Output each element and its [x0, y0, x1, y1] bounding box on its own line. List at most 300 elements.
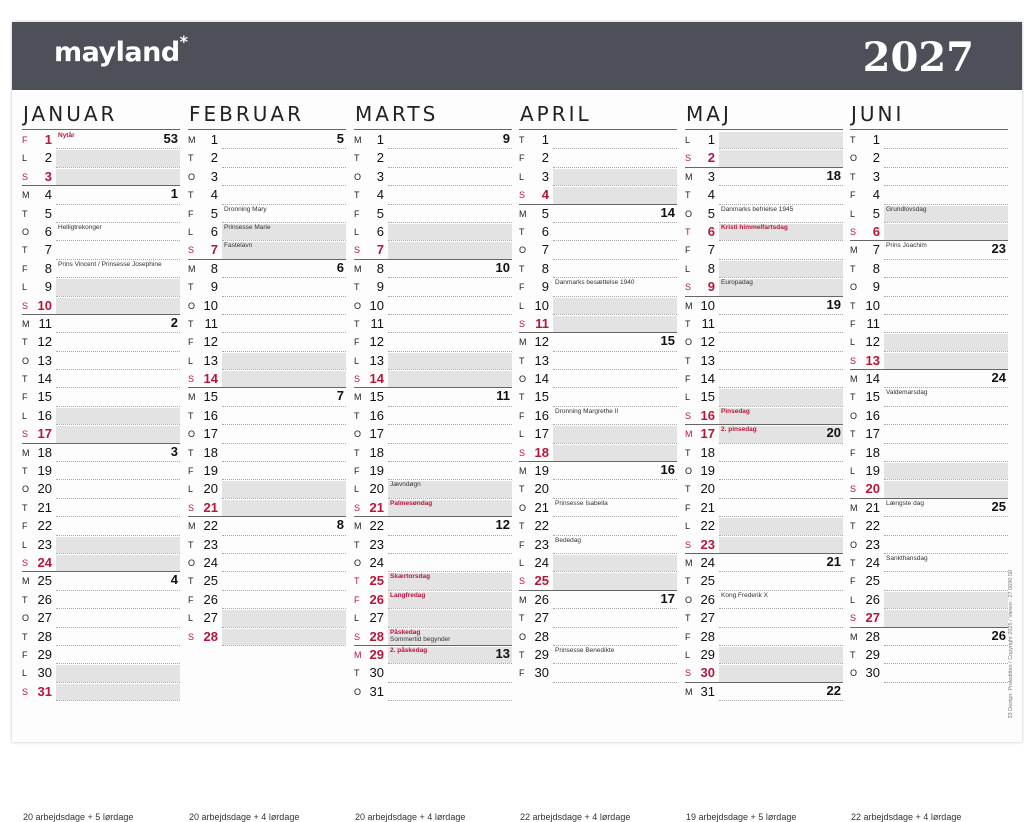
weekday-letter: M: [22, 318, 30, 329]
month-rule: [354, 129, 512, 130]
day-number: 28: [534, 628, 549, 644]
month-rule: [519, 129, 677, 130]
day-number: 20: [203, 481, 218, 497]
day-row: [354, 499, 512, 517]
day-number: 20: [37, 481, 52, 497]
day-number: 27: [865, 610, 880, 626]
week-number: 7: [336, 388, 344, 404]
day-number: 4: [210, 187, 218, 203]
weekday-letter: T: [354, 668, 360, 679]
day-number: 19: [369, 463, 384, 479]
weekend-band: [884, 592, 1008, 608]
day-row: [188, 205, 346, 223]
day-row: [188, 480, 346, 498]
weekend-band: [56, 298, 180, 314]
day-number: 22: [534, 518, 549, 534]
day-list: [354, 131, 512, 701]
day-note: Prinsesse Marie: [224, 223, 271, 231]
day-row: [188, 517, 346, 535]
day-separator: [56, 700, 180, 701]
day-number: 29: [700, 646, 715, 662]
week-number: 5: [336, 131, 344, 146]
day-separator: [222, 645, 346, 646]
day-number: 12: [369, 334, 384, 350]
day-row: [685, 536, 843, 554]
weekday-letter: T: [685, 613, 691, 624]
day-row: [850, 260, 1008, 278]
day-number: 2: [210, 150, 218, 166]
day-row: [188, 315, 346, 333]
day-number: 2: [541, 150, 549, 166]
day-row: [519, 278, 677, 296]
weekday-letter: T: [685, 355, 691, 366]
week-number: 10: [495, 259, 510, 275]
day-row: [519, 352, 677, 370]
day-row: [354, 223, 512, 241]
day-number: 29: [369, 646, 384, 662]
day-number: 16: [534, 407, 549, 423]
day-note: Jævndøgn: [390, 481, 421, 489]
weekday-letter: F: [850, 318, 856, 329]
day-row: [22, 536, 180, 554]
weekday-letter: O: [685, 208, 693, 219]
weekday-letter: F: [519, 282, 525, 293]
day-row: [519, 260, 677, 278]
weekday-letter: O: [850, 282, 858, 293]
day-number: 19: [203, 463, 218, 479]
day-row: [850, 241, 1008, 259]
day-note: Nytår: [58, 132, 75, 139]
weekday-letter: T: [850, 649, 856, 660]
day-row: [850, 131, 1008, 149]
weekday-letter: T: [188, 190, 194, 201]
day-number: 23: [534, 536, 549, 552]
weekday-letter: T: [685, 226, 691, 237]
day-number: 3: [872, 168, 880, 184]
day-row: [685, 628, 843, 646]
day-row: [354, 149, 512, 167]
week-number: 17: [660, 590, 675, 606]
day-number: 5: [210, 205, 218, 221]
day-number: 17: [369, 426, 384, 442]
day-separator: [719, 700, 843, 701]
day-number: 3: [541, 168, 549, 184]
weekday-letter: T: [22, 631, 28, 642]
weekday-letter: T: [850, 429, 856, 440]
day-row: [519, 241, 677, 259]
day-number: 24: [203, 554, 218, 570]
weekend-band: [388, 353, 512, 369]
day-number: 25: [203, 573, 218, 589]
day-number: 15: [700, 389, 715, 405]
day-row: [188, 444, 346, 462]
weekday-letter: F: [519, 539, 525, 550]
weekday-letter: T: [354, 153, 360, 164]
weekend-band: [56, 279, 180, 295]
weekday-letter: M: [188, 263, 196, 274]
day-row: [354, 168, 512, 186]
weekday-letter: L: [188, 355, 194, 366]
day-number: 22: [865, 518, 880, 534]
day-row: [188, 223, 346, 241]
weekday-letter: O: [22, 355, 30, 366]
weekday-letter: O: [685, 466, 693, 477]
weekday-letter: T: [354, 318, 360, 329]
day-number: 23: [203, 536, 218, 552]
weekday-letter: F: [188, 208, 194, 219]
day-row: [850, 517, 1008, 535]
day-row: [354, 186, 512, 204]
day-row: [354, 646, 512, 664]
day-number: 12: [203, 334, 218, 350]
weekday-letter: T: [519, 484, 525, 495]
day-note: Danmarks befrielse 1945: [721, 205, 794, 213]
month-footer: 22 arbejdsdage + 4 lørdage: [520, 812, 631, 822]
weekday-letter: L: [354, 355, 360, 366]
weekday-letter: L: [685, 649, 691, 660]
day-row: [685, 186, 843, 204]
weekday-letter: T: [519, 521, 525, 532]
day-row: [188, 131, 346, 149]
day-row: [354, 425, 512, 443]
weekday-letter: F: [354, 337, 360, 348]
day-number: 19: [700, 463, 715, 479]
day-row: [22, 149, 180, 167]
day-row: [850, 536, 1008, 554]
weekday-letter: O: [22, 226, 30, 237]
day-number: 23: [369, 536, 384, 552]
day-number: 16: [865, 407, 880, 423]
day-number: 20: [865, 481, 880, 497]
week-number: 15: [660, 333, 675, 349]
weekday-letter: F: [22, 392, 28, 403]
weekday-letter: O: [519, 245, 527, 256]
day-number: 9: [44, 279, 52, 295]
day-number: 7: [44, 242, 52, 258]
weekday-letter: M: [354, 392, 362, 403]
week-number: 26: [991, 627, 1006, 643]
day-row: [850, 628, 1008, 646]
day-row: [354, 407, 512, 425]
weekday-letter: O: [519, 631, 527, 642]
weekday-letter: F: [685, 245, 691, 256]
month-rule: [850, 129, 1008, 130]
weekend-band: [56, 537, 180, 553]
day-row: [519, 517, 677, 535]
month-footer: 20 arbejdsdage + 4 lørdage: [355, 812, 466, 822]
weekday-letter: L: [685, 392, 691, 403]
day-row: [519, 499, 677, 517]
day-row: [850, 149, 1008, 167]
day-row: [22, 572, 180, 590]
day-note: Fastelavn: [224, 242, 253, 250]
day-row: [354, 683, 512, 701]
weekday-letter: M: [685, 171, 693, 182]
weekday-letter: L: [519, 557, 525, 568]
day-number: 28: [700, 628, 715, 644]
weekday-letter: F: [354, 594, 360, 605]
day-number: 6: [872, 223, 880, 239]
weekday-letter: L: [850, 337, 856, 348]
weekend-band: [222, 481, 346, 497]
day-note: Kong Frederik X: [721, 591, 768, 599]
day-number: 10: [865, 297, 880, 313]
day-number: 29: [865, 646, 880, 662]
day-number: 8: [376, 260, 384, 276]
weekend-band: [56, 684, 180, 700]
weekday-letter: T: [354, 576, 360, 587]
day-row: [22, 131, 180, 149]
day-list: [22, 131, 180, 701]
weekday-letter: T: [519, 135, 525, 145]
month-name: MAJ: [686, 102, 732, 126]
week-number: 18: [826, 167, 841, 183]
day-number: 15: [369, 389, 384, 405]
weekday-letter: T: [685, 484, 691, 495]
day-row: [685, 480, 843, 498]
weekend-band: [56, 150, 180, 166]
day-row: [188, 536, 346, 554]
day-row: [519, 609, 677, 627]
weekday-letter: F: [188, 466, 194, 477]
day-number: 12: [37, 334, 52, 350]
weekend-band: [884, 463, 1008, 479]
day-list: [519, 131, 677, 683]
week-number: 12: [495, 517, 510, 533]
day-row: [22, 591, 180, 609]
weekday-letter: L: [188, 226, 194, 237]
weekday-letter: O: [685, 594, 693, 605]
day-number: 14: [865, 371, 880, 387]
weekday-letter: O: [188, 300, 196, 311]
day-number: 8: [707, 260, 715, 276]
day-row: [850, 591, 1008, 609]
day-number: 17: [865, 426, 880, 442]
day-number: 8: [872, 260, 880, 276]
week-number: 20: [826, 425, 841, 441]
day-row: [685, 609, 843, 627]
weekday-letter: M: [188, 392, 196, 403]
day-number: 25: [534, 573, 549, 589]
week-number: 23: [991, 241, 1006, 257]
day-number: 14: [534, 371, 549, 387]
weekend-band: [553, 187, 677, 203]
wall-calendar: [12, 22, 1022, 822]
day-row: [685, 462, 843, 480]
day-row: [850, 388, 1008, 406]
day-note: Dronning Mary: [224, 205, 267, 213]
day-row: [850, 499, 1008, 517]
day-row: [685, 664, 843, 682]
day-number: 19: [37, 463, 52, 479]
day-number: 21: [865, 499, 880, 515]
day-row: [22, 499, 180, 517]
weekend-band: [56, 555, 180, 571]
weekday-letter: M: [354, 521, 362, 532]
weekday-letter: L: [354, 613, 360, 624]
weekday-letter: O: [354, 300, 362, 311]
weekend-band: [388, 610, 512, 626]
day-number: 11: [866, 315, 880, 331]
weekday-letter: F: [685, 502, 691, 513]
day-row: [850, 425, 1008, 443]
month-rule: [685, 129, 843, 130]
day-note: Prins Vincent / Prinsesse Josephine: [58, 260, 162, 268]
day-number: 14: [369, 371, 384, 387]
weekday-letter: S: [685, 668, 692, 679]
day-note-secondary: Sommertid begynder: [390, 635, 451, 643]
weekday-letter: M: [519, 594, 527, 605]
day-row: [188, 628, 346, 646]
day-row: [685, 241, 843, 259]
weekend-band: [719, 132, 843, 148]
weekend-band: [719, 665, 843, 681]
day-row: [354, 388, 512, 406]
weekday-letter: S: [685, 539, 692, 550]
day-note: Kristi himmelfartsdag: [721, 223, 788, 231]
day-number: 6: [376, 223, 384, 239]
day-number: 2: [376, 150, 384, 166]
day-number: 4: [44, 187, 52, 203]
weekday-letter: L: [850, 208, 856, 219]
weekday-letter: O: [188, 557, 196, 568]
day-number: 24: [534, 554, 549, 570]
day-number: 6: [541, 223, 549, 239]
weekday-letter: S: [850, 613, 857, 624]
weekday-letter: L: [519, 300, 525, 311]
week-number: 53: [163, 131, 178, 146]
week-number: 11: [496, 388, 510, 404]
day-row: [519, 628, 677, 646]
day-row: [850, 554, 1008, 572]
weekend-band: [719, 261, 843, 277]
day-number: 9: [872, 279, 880, 295]
brand-logo: [54, 32, 188, 68]
day-row: [519, 407, 677, 425]
weekday-letter: M: [850, 245, 858, 256]
day-row: [519, 186, 677, 204]
day-row: [519, 205, 677, 223]
day-number: 12: [865, 334, 880, 350]
day-number: 11: [38, 315, 52, 331]
day-number: 5: [44, 205, 52, 221]
day-row: [519, 425, 677, 443]
day-row: [519, 462, 677, 480]
weekend-band: [56, 169, 180, 185]
day-row: [188, 260, 346, 278]
day-number: 4: [376, 187, 384, 203]
day-number: 30: [369, 665, 384, 681]
weekday-letter: T: [22, 337, 28, 348]
day-note: Europadag: [721, 279, 753, 287]
weekday-letter: M: [850, 374, 858, 385]
day-list: [685, 131, 843, 701]
day-row: [188, 554, 346, 572]
day-number: 4: [541, 187, 549, 203]
weekday-letter: T: [519, 226, 525, 237]
weekday-letter: T: [188, 447, 194, 458]
weekday-letter: F: [22, 649, 28, 660]
day-row: [519, 168, 677, 186]
day-number: 19: [865, 463, 880, 479]
weekday-letter: O: [22, 484, 30, 495]
weekday-letter: F: [685, 631, 691, 642]
day-number: 3: [44, 168, 52, 184]
weekday-letter: F: [519, 410, 525, 421]
day-note: Prinsesse Isabella: [555, 499, 608, 507]
day-row: [22, 352, 180, 370]
month-rule: [22, 129, 180, 130]
weekday-letter: O: [850, 668, 858, 679]
day-row: [519, 297, 677, 315]
day-number: 30: [865, 665, 880, 681]
day-row: [685, 407, 843, 425]
weekday-letter: T: [22, 245, 28, 256]
day-row: [22, 609, 180, 627]
day-row: [850, 609, 1008, 627]
day-number: 10: [37, 297, 52, 313]
day-row: [685, 444, 843, 462]
day-number: 24: [369, 554, 384, 570]
day-row: [519, 591, 677, 609]
calendar-header: [12, 22, 1022, 90]
day-row: [850, 370, 1008, 388]
week-number: 21: [826, 553, 841, 569]
day-number: 21: [700, 499, 715, 515]
day-row: [354, 609, 512, 627]
day-row: [685, 499, 843, 517]
weekday-letter: T: [188, 539, 194, 550]
day-row: [354, 664, 512, 682]
day-number: 18: [369, 444, 384, 460]
day-row: [519, 388, 677, 406]
day-row: [188, 572, 346, 590]
day-number: 13: [865, 352, 880, 368]
month-name: MARTS: [355, 102, 439, 126]
day-row: [519, 223, 677, 241]
weekday-letter: T: [519, 649, 525, 660]
day-number: 26: [37, 591, 52, 607]
weekday-letter: T: [188, 410, 194, 421]
weekend-band: [553, 555, 677, 571]
day-row: [850, 168, 1008, 186]
weekday-letter: T: [22, 208, 28, 219]
month-name: JUNI: [851, 102, 905, 126]
weekend-band: [884, 481, 1008, 497]
day-number: 5: [541, 205, 549, 221]
weekday-letter: T: [519, 263, 525, 274]
weekday-letter: T: [354, 447, 360, 458]
day-number: 15: [865, 389, 880, 405]
weekday-letter: M: [850, 631, 858, 642]
day-number: 7: [541, 242, 549, 258]
weekday-letter: S: [685, 410, 692, 421]
day-row: [685, 278, 843, 296]
month-footer: 20 arbejdsdage + 4 lørdage: [189, 812, 300, 822]
weekday-letter: F: [22, 521, 28, 532]
weekday-letter: F: [22, 263, 28, 274]
day-row: [188, 591, 346, 609]
weekday-letter: T: [354, 282, 360, 293]
day-number: 22: [203, 518, 218, 534]
day-row: [22, 683, 180, 701]
day-row: [685, 683, 843, 701]
day-number: 18: [203, 444, 218, 460]
day-row: [354, 572, 512, 590]
day-number: 23: [865, 536, 880, 552]
day-number: 26: [865, 591, 880, 607]
day-number: 11: [535, 315, 549, 331]
